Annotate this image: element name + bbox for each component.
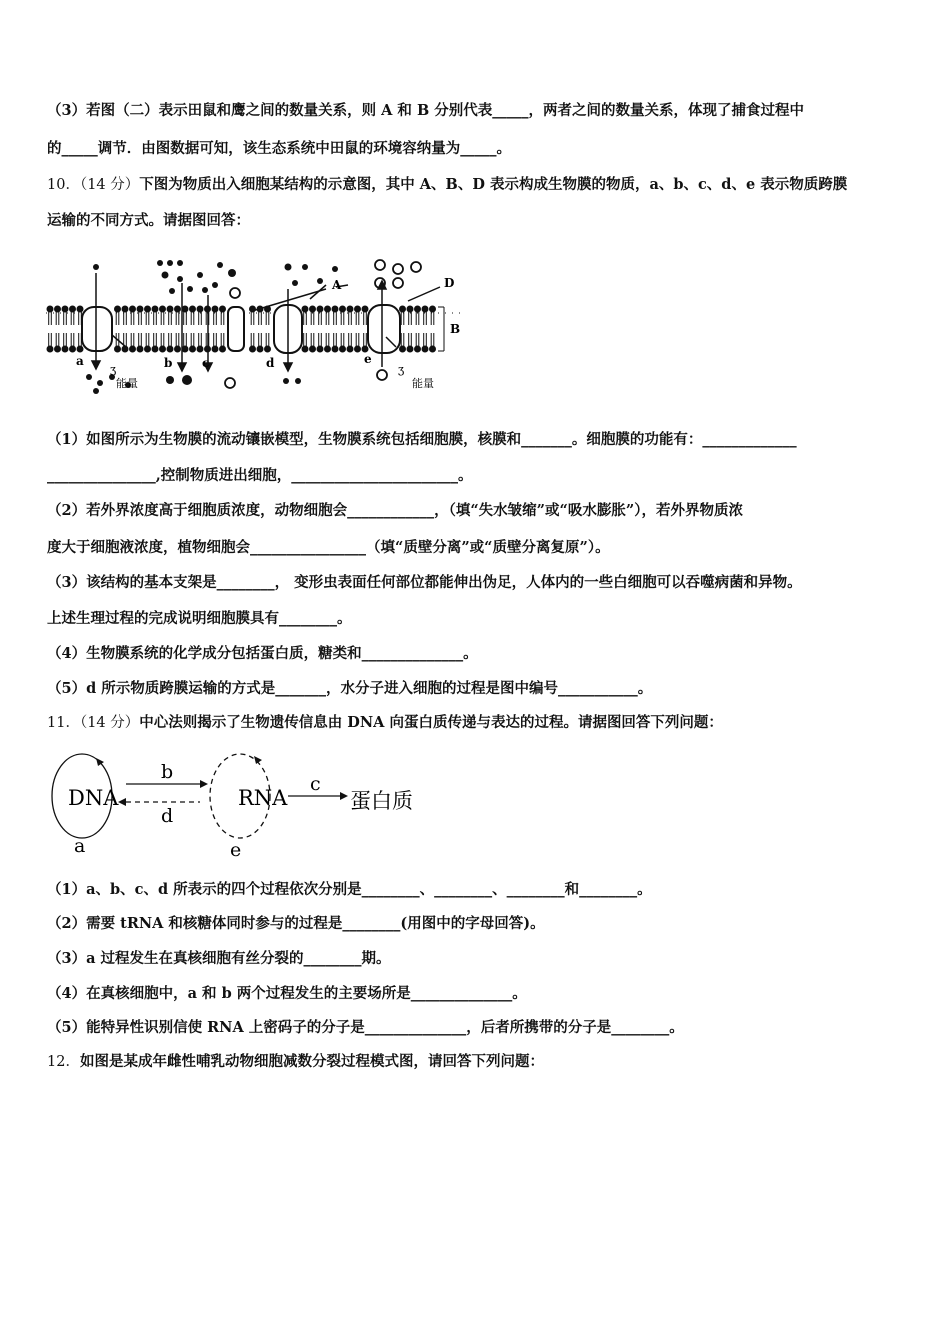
process-a-label: a <box>74 835 86 857</box>
q9-part3-line1: （3）若图（二）表示田鼠和鹰之间的数量关系，则 A 和 B 分别代表_____，两者之间的数量关系，体现了捕食过程中 <box>47 102 805 119</box>
q10-stem-line1 <box>47 175 905 195</box>
q12-number: 12． <box>47 1054 80 1070</box>
q9-part3-line2: 的_____调节．由图数据可知，该生态系统中田鼠的环境容纳量为_____。 <box>47 140 511 157</box>
energy-right: 能量 <box>412 377 434 390</box>
q11-p5: （5）能特异性识别信使 RNA 上密码子的分子是______________，后者所携带的分子是________。 <box>47 1019 684 1036</box>
q10-stem-text: 下图为物质出入细胞某结构的示意图，其中 A、B、D 表示构成生物膜的物质，a、b、c、d、e 表示物质跨膜 <box>139 176 848 193</box>
dna-label: DNA <box>68 786 119 810</box>
q10-p1-line1: （1）如图所示为生物膜的流动镶嵌模型，生物膜系统包括细胞膜，核膜和_______。细胞膜的功能有：_____________ <box>47 431 797 448</box>
label-e: e <box>364 352 372 366</box>
label-d: d <box>266 356 275 370</box>
q10-p3-line2: 上述生理过程的完成说明细胞膜具有________。 <box>47 610 352 627</box>
energy-zigzag-right: ʒ <box>398 363 405 376</box>
q11-p3: （3）a 过程发生在真核细胞有丝分裂的________期。 <box>47 950 391 967</box>
q11-stem-text: 中心法则揭示了生物遗传信息由 DNA 向蛋白质传递与表达的过程。请据图回答下列问题： <box>139 714 723 731</box>
q10-p3-line1: （3）该结构的基本支架是________， 变形虫表面任何部位都能伸出伪足，人体内的一些白细胞可以吞噬病菌和异物。 <box>47 574 802 591</box>
q11-stem <box>47 713 905 733</box>
q10-p1-line2: _______________,控制物质进出细胞，_______________________。 <box>47 467 473 484</box>
q10-p4: （4）生物膜系统的化学成分包括蛋白质，糖类和______________。 <box>47 645 478 662</box>
process-c-label: c <box>310 773 321 795</box>
label-a: a <box>76 354 84 368</box>
label-A: A <box>332 278 342 292</box>
q12-stem <box>47 1052 905 1072</box>
q10-p2-line1: （2）若外界浓度高于细胞质浓度，动物细胞会____________，（填“失水皱缩”或“吸水膨胀”），若外界物质浓 <box>47 502 743 519</box>
label-c: c <box>202 356 210 370</box>
protein-label: 蛋白质 <box>350 789 413 813</box>
q10-number: 10． <box>47 177 80 193</box>
label-D: D <box>444 276 455 290</box>
q11-p2: （2）需要 tRNA 和核糖体同时参与的过程是________(用图中的字母回答)。 <box>47 915 545 932</box>
label-b: b <box>164 356 173 370</box>
q10-score: （14 分） <box>79 177 140 193</box>
q10-p5: （5）d 所示物质跨膜运输的方式是_______，水分子进入细胞的过程是图中编号___________。 <box>47 680 653 697</box>
label-B: B <box>450 322 461 336</box>
rna-label: RNA <box>238 786 288 810</box>
central-dogma-figure <box>44 748 444 863</box>
q10-stem-line2: 运输的不同方式。请据图回答： <box>47 212 250 229</box>
q12-stem-text: 如图是某成年雌性哺乳动物细胞减数分裂过程模式图，请回答下列问题： <box>79 1053 544 1070</box>
membrane-figure <box>40 255 480 395</box>
q11-p1: （1）a、b、c、d 所表示的四个过程依次分别是________、________、________和________。 <box>47 881 652 898</box>
q11-p4: （4）在真核细胞中，a 和 b 两个过程发生的主要场所是______________。 <box>47 985 527 1002</box>
energy-zigzag-left: ʒ <box>110 363 117 376</box>
process-b-label: b <box>161 761 174 783</box>
q10-p2-line2: 度大于细胞液浓度，植物细胞会________________（填“质壁分离”或“质壁分离复原”）。 <box>47 539 610 556</box>
q11-score: （14 分） <box>79 715 140 731</box>
energy-left: 能量 <box>116 377 138 390</box>
process-d-label: d <box>161 805 174 827</box>
q11-number: 11． <box>47 715 80 731</box>
process-e-label: e <box>230 839 242 861</box>
